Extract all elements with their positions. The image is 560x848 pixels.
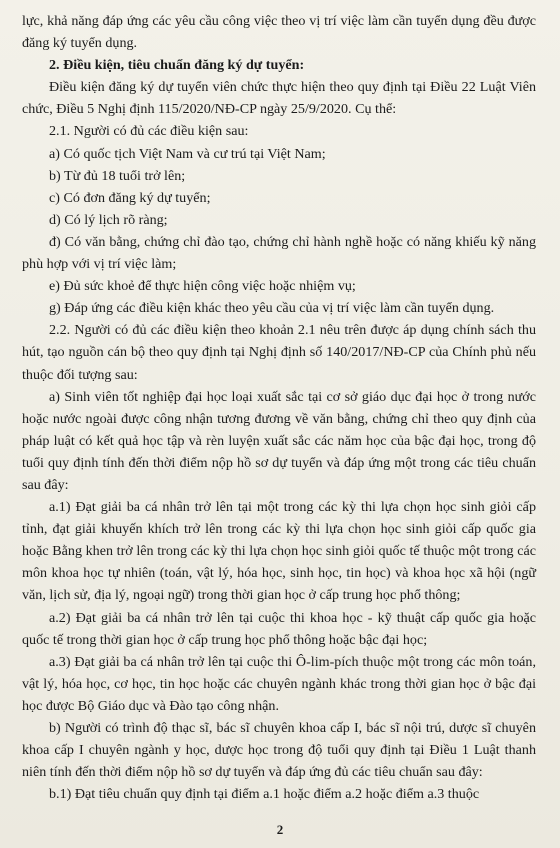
paragraph: a.3) Đạt giải ba cá nhân trở lên tại cuộc thi Ô-lim-pích thuộc một trong các môn toán, vật lý, hóa học, cơ học, tin học hoặc các chuyên ngành khác trong thời gian học ở bậc đại học được Bộ Giáo dục và Đào tạo công nhận. xyxy=(22,653,536,714)
page-number: 2 xyxy=(276,822,284,837)
paragraph: lực, khả năng đáp ứng các yêu cầu công việc theo vị trí việc làm cần tuyển dụng đều được đăng ký tuyển dụng. xyxy=(22,13,536,52)
paragraph: a) Có quốc tịch Việt Nam và cư trú tại Việt Nam; xyxy=(49,145,326,162)
paragraph: b) Từ đủ 18 tuổi trở lên; xyxy=(49,167,186,184)
section-heading: 2. Điều kiện, tiêu chuẩn đăng ký dự tuyển: xyxy=(49,57,305,74)
paragraph: e) Đủ sức khoẻ để thực hiện công việc hoặc nhiệm vụ; xyxy=(49,278,356,295)
paragraph: 2.2. Người có đủ các điều kiện theo khoản 2.1 nêu trên được áp dụng chính sách thu hút, tạo nguồn cán bộ theo quy định tại Nghị định số 140/2017/NĐ-CP của Chính phủ nếu thuộc đối tượng sau: xyxy=(22,322,536,383)
document-body xyxy=(22,10,536,805)
paragraph: d) Có lý lịch rõ ràng; xyxy=(49,211,168,228)
paragraph: b) Người có trình độ thạc sĩ, bác sĩ chuyên khoa cấp I, bác sĩ nội trú, dược sĩ chuyên khoa cấp I chuyên ngành y học, dược học trong độ tuổi quy định tại Điều 1 Luật thanh niên tính đến thời điểm nộp hồ sơ dự tuyển và đáp ứng đủ các tiêu chuẩn sau đây: xyxy=(22,720,536,781)
paragraph: a.2) Đạt giải ba cá nhân trở lên tại cuộc thi khoa học - kỹ thuật cấp quốc gia hoặc quốc tế trong thời gian học ở cấp trung học phổ thông hoặc bậc đại học; xyxy=(22,609,536,648)
paragraph: 2.1. Người có đủ các điều kiện sau: xyxy=(49,123,249,140)
paragraph: đ) Có văn bằng, chứng chỉ đào tạo, chứng chỉ hành nghề hoặc có năng khiếu kỹ năng phù hợp với vị trí việc làm; xyxy=(22,233,536,273)
paragraph: Điều kiện đăng ký dự tuyển viên chức thực hiện theo quy định tại Điều 22 Luật Viên chức, Điều 5 Nghị định 115/2020/NĐ-CP ngày 25/9/2020. Cụ thể: xyxy=(22,79,536,118)
paragraph: g) Đáp ứng các điều kiện khác theo yêu cầu của vị trí việc làm cần tuyển dụng. xyxy=(49,300,495,317)
paragraph: b.1) Đạt tiêu chuẩn quy định tại điểm a.1 hoặc điểm a.2 hoặc điểm a.3 thuộc xyxy=(49,786,480,803)
paragraph: c) Có đơn đăng ký dự tuyển; xyxy=(49,189,211,206)
paragraph: a.1) Đạt giải ba cá nhân trở lên tại một trong các kỳ thi lựa chọn học sinh giỏi cấp tỉnh, đạt giải khuyến khích trở lên trong các kỳ thi lựa chọn học sinh giỏi cấp quốc gia hoặc Bằng khen trở lên trong các kỳ thi lựa chọn học sinh giỏi quốc tế thuộc một trong các môn khoa học tự nhiên (toán, vật lý, hóa học, sinh học, tin học) và khoa học xã hội (ngữ văn, lịch sử, địa lý, ngoại ngữ) trong thời gian học ở cấp trung học phổ thông; xyxy=(22,499,536,604)
paragraph: a) Sinh viên tốt nghiệp đại học loại xuất sắc tại cơ sở giáo dục đại học ở trong nước hoặc nước ngoài được công nhận tương đương về văn bằng, chứng chỉ theo quy định của pháp luật có kết quả học tập và rèn luyện xuất sắc các năm học của bậc đại học, trong độ tuổi quy định tính đến thời điểm nộp hồ sơ dự tuyển và đáp ứng một trong các tiêu chuẩn sau đây: xyxy=(22,388,536,493)
